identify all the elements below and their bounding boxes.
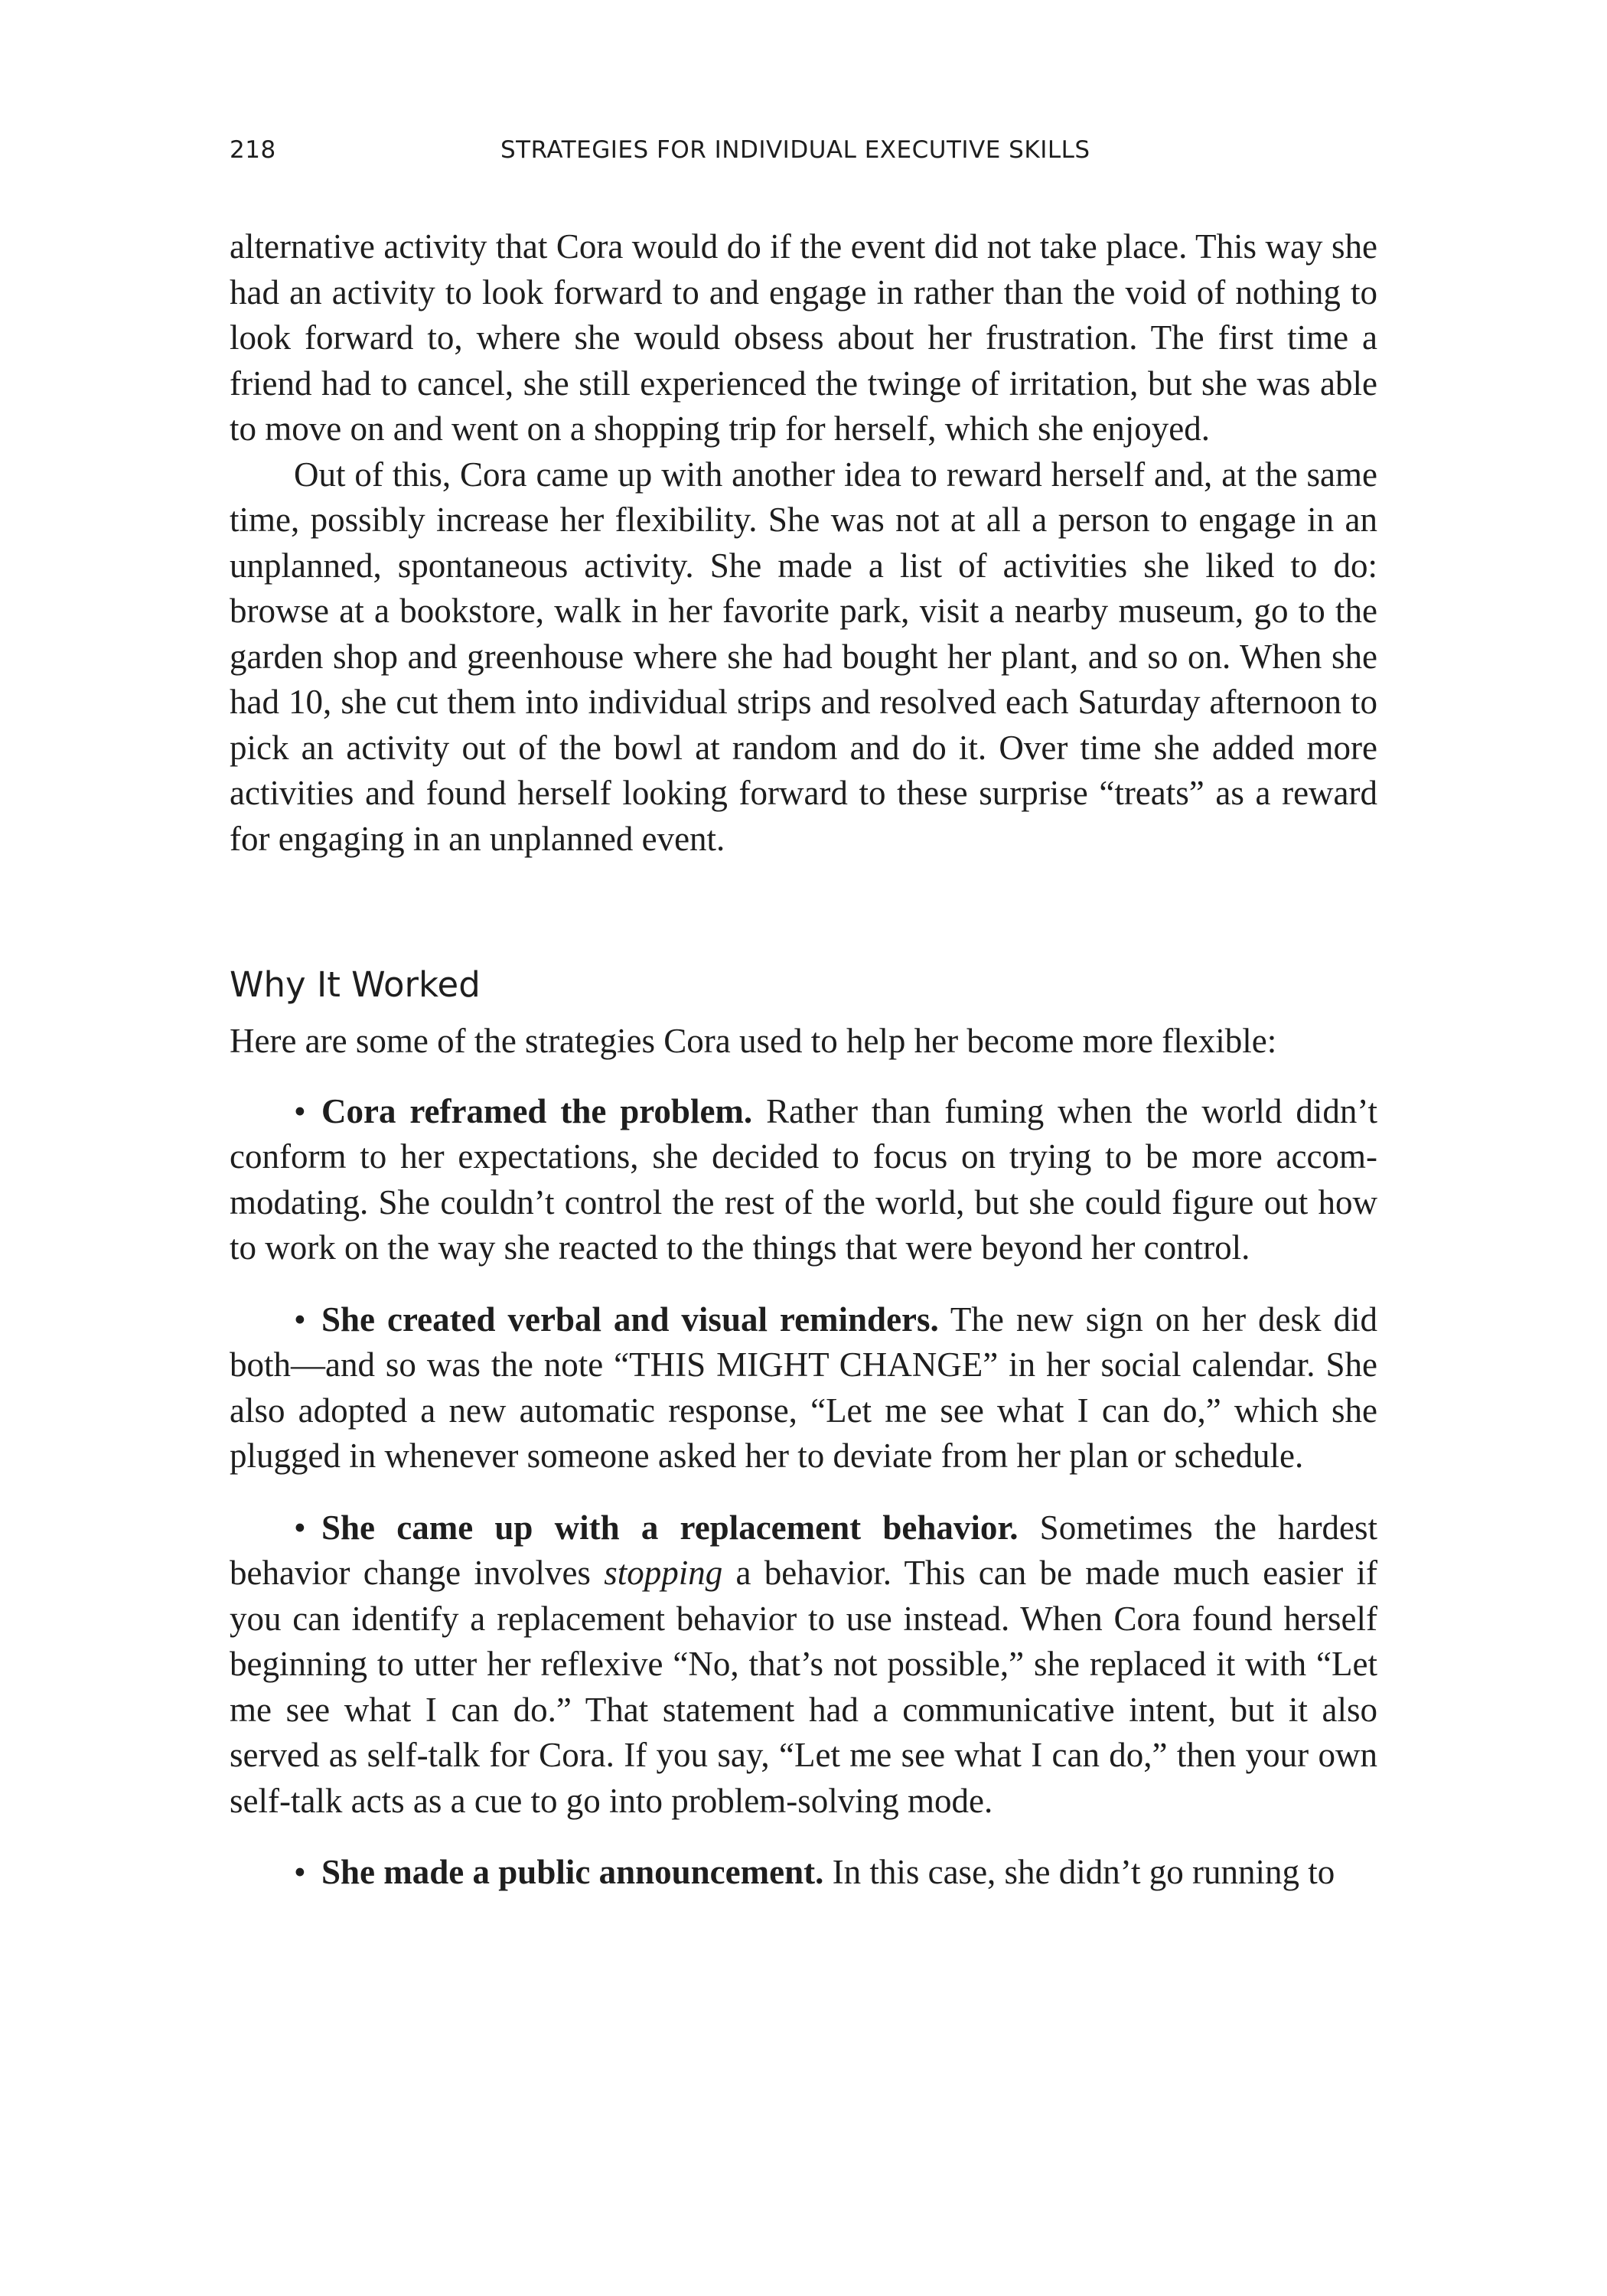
- bullet-lead: She came up with a replacement behavior.: [321, 1508, 1019, 1547]
- bullet-text: Sometimes the hardest behavior change involves: [230, 1508, 1378, 1592]
- bullet-lead: She made a public announcement.: [321, 1853, 824, 1891]
- running-head: [230, 136, 1377, 173]
- paragraph-continued: alternative activity that Cora would do if the event did not take place. This way she had an activity to look forward to and engage in rather than the void of nothing to look forward to, where she would obsess about her frustration. The first time a friend had to cancel, she still experienced the twinge of irritation, but she was able to move on and went on a shopping trip for herself, which she enjoyed.: [230, 227, 1377, 448]
- bullet-icon: •: [294, 1091, 306, 1130]
- bullet-item: [230, 1297, 1377, 1479]
- bullet-icon: •: [294, 1853, 306, 1891]
- bullet-text: a behavior. This can be made much easier if you can identify a replacement behavior to use instead. When Cora found herself beginning to utter her reflexive “No, that’s not possible,” she replaced it with “Let me see what I can do.” That statement had a communicative intent, but it also served as self-talk for Cora. If you say, “Let me see what I can do,” then your own self-talk acts as a cue to go into problem-solving mode.: [230, 1554, 1377, 1820]
- bullet-icon: •: [294, 1300, 306, 1339]
- bullet-item: [230, 1089, 1377, 1271]
- bullet-text-emphasis: stopping: [604, 1554, 723, 1592]
- paragraph: Out of this, Cora came up with another idea to reward herself and, at the same time, possibly increase her flexibility. She was not at all a person to engage in an unplanned, spontaneous activity. She made a list of activities she liked to do: browse at a bookstore, walk in her favorite park, visit a nearby museum, go to the garden shop and greenhouse where she had bought her plant, and so on. When she had 10, she cut them into individual strips and resolved each Saturday afternoon to pick an activity out of the bowl at random and do it. Over time she added more activities and found herself looking forward to these surprise “treats” as a reward for engaging in an unplanned event.: [230, 455, 1377, 858]
- bullet-lead: Cora reframed the problem.: [321, 1091, 753, 1130]
- section-intro: Here are some of the strategies Cora used to help her become more flexible:: [230, 1022, 1277, 1060]
- body-text: [230, 224, 1377, 1922]
- section-heading: Why It Worked: [230, 964, 481, 1005]
- bullet-text: In this case, she didn’t go running to: [823, 1853, 1335, 1891]
- page-number: 218: [230, 136, 276, 164]
- bullet-lead: She created verbal and visual reminders.: [321, 1300, 939, 1339]
- bullet-text: The new sign on her desk did both—and so was the note “THIS MIGHT CHANGE” in her social calendar. She also adopted a new automatic response, “Let me see what I can do,” which she plugged in whenever someone asked her to deviate from her plan or schedule.: [230, 1300, 1377, 1475]
- bullet-item: [230, 1505, 1377, 1825]
- bullet-item: [230, 1850, 1377, 1896]
- bullet-icon: •: [294, 1508, 306, 1547]
- bullet-text: Rather than fuming when the world didn’t conform to her expectations, she decided to focus on trying to be more accommodating. She couldn’t control the rest of the world, but she could figure out how to work on the way she reacted to the things that were beyond her control.: [230, 1091, 1377, 1267]
- running-title: STRATEGIES FOR INDIVIDUAL EXECUTIVE SKILLS: [500, 136, 1090, 164]
